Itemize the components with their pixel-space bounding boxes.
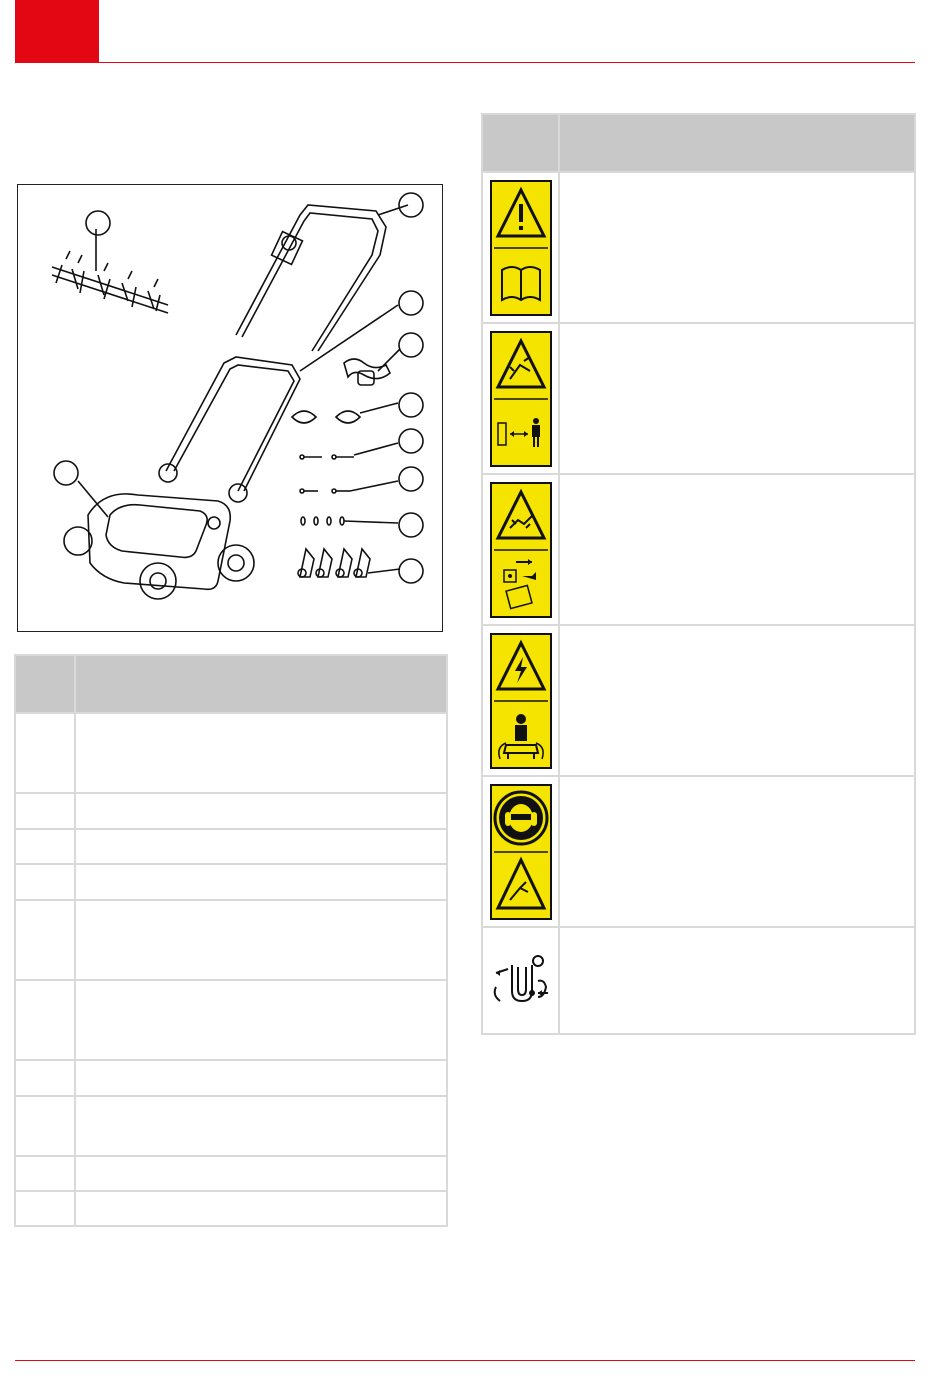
washers-icon <box>301 517 398 525</box>
part-no <box>15 1096 75 1156</box>
part-description <box>75 1191 447 1226</box>
table-row <box>15 980 447 1060</box>
sign-cell <box>482 625 559 776</box>
switch-handle-operation-icon <box>488 951 554 1011</box>
tine-roller-icon <box>52 229 168 313</box>
cable-clips-icon <box>292 403 398 423</box>
footer-rule <box>15 1360 915 1361</box>
wing-nuts-icon <box>298 549 400 577</box>
table-row <box>15 1060 447 1096</box>
thrown-objects-keep-distance-icon <box>490 331 552 467</box>
table-row <box>482 474 915 625</box>
callout-circle <box>399 291 423 315</box>
sign-cell <box>482 323 559 474</box>
table-row <box>15 829 447 864</box>
table-row <box>15 713 447 793</box>
header-no <box>15 655 75 713</box>
sign-meaning <box>559 172 915 323</box>
callout-circle <box>54 461 78 485</box>
rotating-tines-unplug-icon <box>490 482 552 618</box>
parts-table <box>14 654 448 1227</box>
ear-eye-protection-icon <box>490 784 552 920</box>
sign-cell <box>482 927 559 1034</box>
part-description <box>75 1060 447 1096</box>
safety-signs-table <box>481 113 916 1035</box>
table-header-row <box>482 114 915 172</box>
sign-meaning <box>559 323 915 474</box>
part-no <box>15 1060 75 1096</box>
part-description <box>75 713 447 793</box>
part-description <box>75 864 447 900</box>
sign-cell <box>482 474 559 625</box>
callout-circle <box>399 193 423 217</box>
part-description <box>75 793 447 829</box>
part-no <box>15 900 75 980</box>
table-row <box>15 900 447 980</box>
sign-meaning <box>559 625 915 776</box>
part-description <box>75 900 447 980</box>
sign-cell <box>482 172 559 323</box>
callout-circle <box>399 333 423 357</box>
part-description <box>75 980 447 1060</box>
callout-circle <box>399 513 423 537</box>
electric-shock-cable-icon <box>490 633 552 769</box>
header-symbol <box>482 114 559 172</box>
part-no <box>15 864 75 900</box>
warning-read-manual-icon <box>490 180 552 316</box>
sign-meaning <box>559 474 915 625</box>
bolts-icon <box>300 443 398 459</box>
part-no <box>15 713 75 793</box>
callout-circle <box>399 429 423 453</box>
sign-meaning <box>559 776 915 927</box>
callout-circle <box>399 559 423 583</box>
aerator-base-unit-icon <box>64 481 254 599</box>
table-row <box>482 927 915 1034</box>
parts-illustration <box>18 185 442 631</box>
table-row <box>482 172 915 323</box>
header-rule <box>15 62 915 63</box>
part-description <box>75 829 447 864</box>
part-no <box>15 980 75 1060</box>
handlebar-upper-icon <box>236 205 408 351</box>
table-row <box>15 1096 447 1156</box>
part-no <box>15 829 75 864</box>
table-row <box>15 1156 447 1191</box>
table-row <box>15 864 447 900</box>
cable-hook-icon <box>344 349 400 385</box>
header-meaning <box>559 114 915 172</box>
section-tab-marker <box>15 0 99 62</box>
sign-meaning <box>559 927 915 1034</box>
header-description <box>75 655 447 713</box>
table-row <box>482 776 915 927</box>
part-no <box>15 1191 75 1226</box>
callout-circle <box>86 211 110 235</box>
sign-cell <box>482 776 559 927</box>
part-no <box>15 793 75 829</box>
handlebar-lower-icon <box>159 305 398 502</box>
part-no <box>15 1156 75 1191</box>
table-row <box>15 1191 447 1226</box>
table-row <box>482 323 915 474</box>
callout-circles <box>54 193 423 583</box>
parts-figure <box>17 184 443 632</box>
callout-circle <box>399 393 423 417</box>
table-row <box>15 793 447 829</box>
table-row <box>482 625 915 776</box>
callout-circle <box>399 467 423 491</box>
part-description <box>75 1096 447 1156</box>
screws-icon <box>300 481 398 493</box>
table-header-row <box>15 655 447 713</box>
part-description <box>75 1156 447 1191</box>
